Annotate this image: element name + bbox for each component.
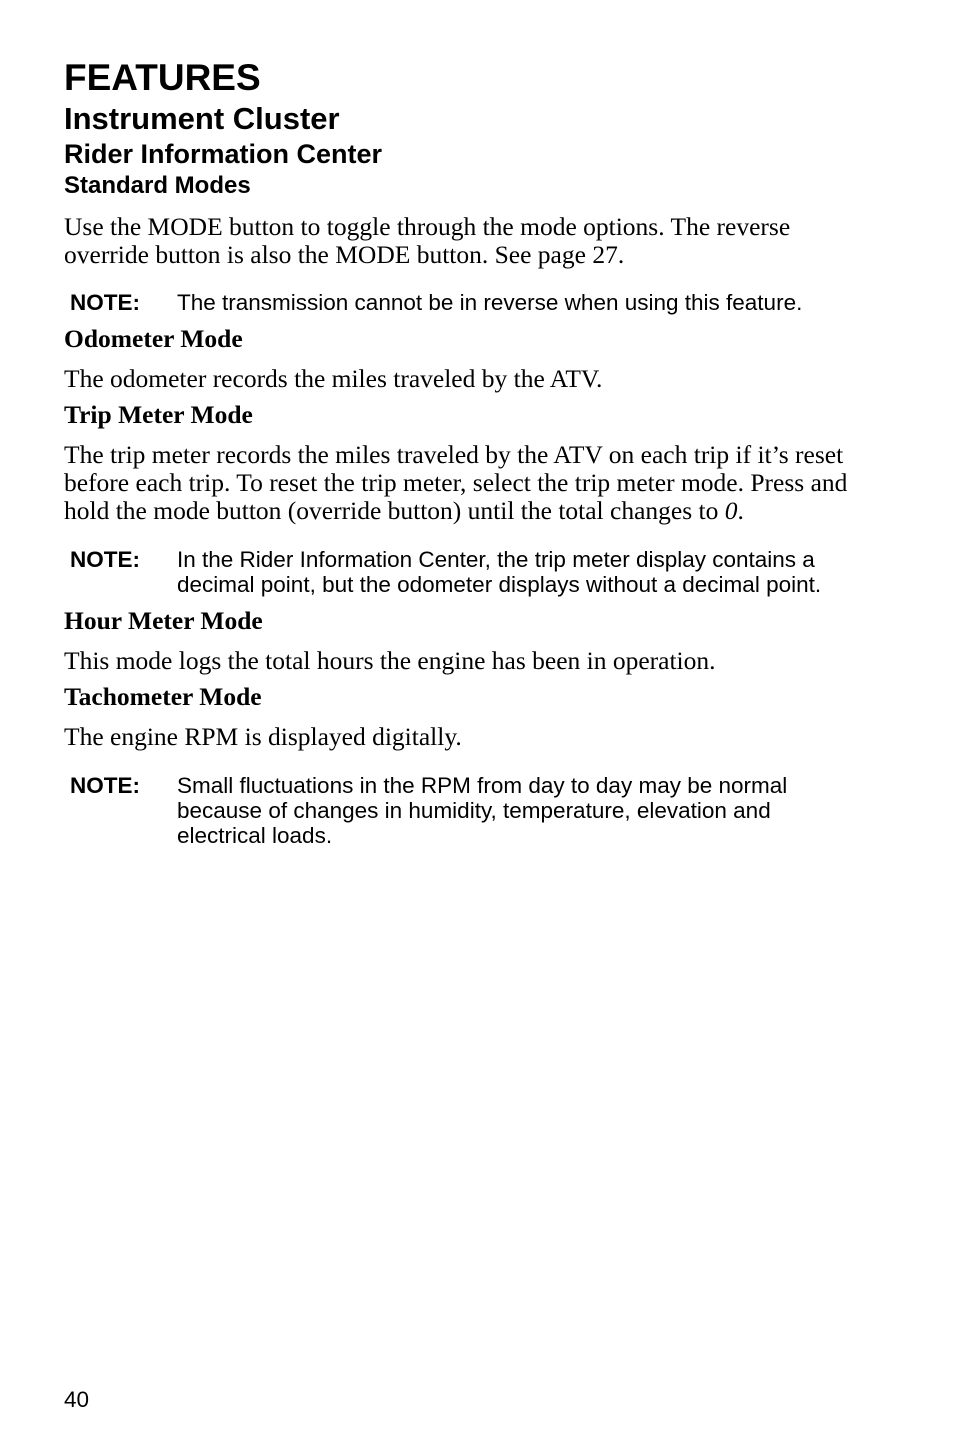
intro-paragraph: Use the MODE button to toggle through the mode options. The reverse override button is also the MODE button. See page 27. [64,212,791,269]
odometer-mode-text: The odometer records the miles traveled by the ATV. [64,364,603,393]
note-label: NOTE: [70,547,140,572]
trip-meter-text-before: The trip meter records the miles traveled by the ATV on each trip if it’s reset before each trip. To reset the trip meter, select the trip meter mode. Press and hold the mode button (override button) until the total changes to [64,440,848,525]
section-title: FEATURES [64,57,261,98]
heading-rider-information-center: Rider Information Center [64,139,383,169]
trip-meter-text-after: . [737,496,744,525]
trip-meter-mode-text [64,441,864,525]
hour-meter-mode-title: Hour Meter Mode [64,606,263,635]
tachometer-mode-text: The engine RPM is displayed digitally. [64,722,462,751]
note-text: In the Rider Information Center, the trip meter display contains a decimal point, but the odometer displays without a decimal point. [177,547,822,597]
note-label: NOTE: [70,290,140,315]
heading-standard-modes: Standard Modes [64,172,251,199]
note-text: The transmission cannot be in reverse when using this feature. [177,290,803,315]
note-label: NOTE: [70,773,140,798]
hour-meter-mode-text: This mode logs the total hours the engine has been in operation. [64,646,716,675]
tachometer-mode-title: Tachometer Mode [64,682,262,711]
trip-meter-mode-title: Trip Meter Mode [64,400,253,429]
note-reverse [64,290,864,315]
page-content [64,56,864,848]
odometer-mode-title: Odometer Mode [64,324,243,353]
heading-instrument-cluster: Instrument Cluster [64,101,340,136]
note-rpm-fluctuations [64,773,864,848]
trip-meter-reset-value: 0 [724,496,738,525]
note-text: Small fluctuations in the RPM from day to day may be normal because of changes in humidity, temperature, elevation and electrical loads. [177,773,788,848]
note-decimal-point [64,547,864,597]
page-number: 40 [64,1387,90,1412]
